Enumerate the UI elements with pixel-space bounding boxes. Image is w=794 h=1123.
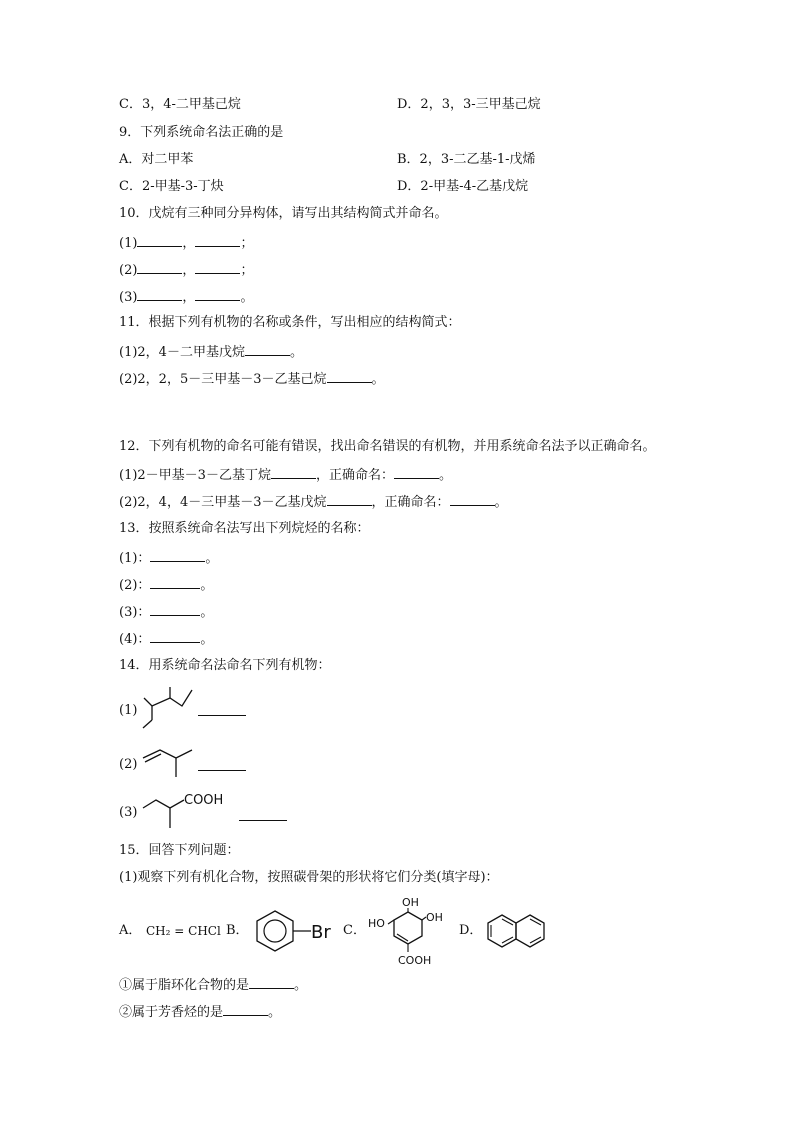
q14-label-1: (1) bbox=[119, 703, 138, 718]
q12-blank-1a[interactable] bbox=[271, 465, 316, 479]
q13-blank-3[interactable] bbox=[150, 602, 200, 616]
q10-line-2 bbox=[119, 260, 253, 280]
q14-stem: 14．用系统命名法命名下列有机物： bbox=[119, 658, 331, 673]
q10-blank-structure-2[interactable] bbox=[137, 260, 182, 274]
q10-label-2: (2) bbox=[119, 263, 138, 278]
q15-stem: 15．回答下列问题： bbox=[119, 843, 240, 858]
q15-question-1-text: ①属于脂环化合物的是 bbox=[119, 978, 250, 993]
q15-period: 。 bbox=[268, 1005, 282, 1020]
q9-option-b: B．2，3-二乙基-1-戊烯 bbox=[397, 152, 536, 167]
q12-item-1 bbox=[119, 465, 452, 485]
q15-structure-b-bromobenzene bbox=[255, 909, 335, 955]
q10-label-1: (1) bbox=[119, 236, 138, 251]
q12-blank-2b[interactable] bbox=[450, 492, 495, 506]
q15-option-b-label: B． bbox=[226, 923, 249, 938]
q10-blank-name-1[interactable] bbox=[195, 233, 240, 247]
q13-period: 。 bbox=[200, 632, 214, 647]
q12-stem: 12．下列有机物的命名可能有错误，找出命名错误的有机物，并用系统命名法予以正确命名。 bbox=[119, 439, 656, 454]
q15-option-d-label: D． bbox=[459, 923, 483, 938]
q13-period: 。 bbox=[205, 551, 219, 566]
q13-item-1 bbox=[119, 548, 218, 568]
q10-blank-structure-1[interactable] bbox=[137, 233, 182, 247]
q10-comma: ， bbox=[182, 236, 196, 251]
q12-item-2 bbox=[119, 492, 508, 512]
q11-blank-1[interactable] bbox=[245, 342, 290, 356]
q15-ho-left: HO bbox=[368, 917, 385, 930]
q11-stem: 11．根据下列有机物的名称或条件，写出相应的结构简式： bbox=[119, 315, 461, 330]
q13-stem: 13．按照系统命名法写出下列烷烃的名称： bbox=[119, 521, 370, 536]
q13-label-3: (3)： bbox=[119, 605, 151, 620]
q14-blank-1[interactable] bbox=[198, 714, 246, 716]
q9-option-a: A．对二甲苯 bbox=[119, 152, 194, 167]
q13-label-4: (4)： bbox=[119, 632, 151, 647]
q10-stem: 10．戊烷有三种同分异构体，请写出其结构简式并命名。 bbox=[119, 206, 448, 221]
q13-period: 。 bbox=[200, 605, 214, 620]
q14-blank-3[interactable] bbox=[239, 819, 287, 821]
q11-item-1-text: (1)2，4－二甲基戊烷 bbox=[119, 345, 245, 360]
q13-label-1: (1)： bbox=[119, 551, 151, 566]
q11-item-2 bbox=[119, 369, 385, 389]
q15-structure-d-naphthalene bbox=[487, 914, 549, 948]
q10-blank-name-3[interactable] bbox=[195, 287, 240, 301]
q15-question-1 bbox=[119, 975, 307, 995]
q15-blank-1[interactable] bbox=[249, 975, 294, 989]
q15-oh-top: OH bbox=[402, 896, 419, 909]
q13-blank-2[interactable] bbox=[150, 575, 200, 589]
q15-blank-2[interactable] bbox=[223, 1002, 268, 1016]
q10-comma: ， bbox=[182, 290, 196, 305]
q11-item-2-text: (2)2，2，5－三甲基－3－乙基己烷 bbox=[119, 372, 327, 387]
q14-label-2: (2) bbox=[119, 757, 138, 772]
q13-label-2: (2)： bbox=[119, 578, 151, 593]
q14-structure-3 bbox=[140, 790, 240, 832]
q12-period: 。 bbox=[438, 468, 452, 483]
q9-option-d: D．2-甲基-4-乙基戊烷 bbox=[397, 179, 529, 194]
q10-comma: ， bbox=[182, 263, 196, 278]
q13-item-3 bbox=[119, 602, 213, 622]
q15-cooh-bottom: COOH bbox=[398, 954, 432, 967]
q12-period: 。 bbox=[494, 495, 508, 510]
q12-item-1-text: (1)2－甲基－3－乙基丁烷 bbox=[119, 468, 271, 483]
q12-correct-label: ，正确命名： bbox=[371, 495, 450, 510]
q10-label-3: (3) bbox=[119, 290, 138, 305]
q10-semicolon: ； bbox=[240, 236, 254, 251]
q9-stem: 9．下列系统命名法正确的是 bbox=[119, 125, 284, 140]
q15-sub1: (1)观察下列有机化合物，按照碳骨架的形状将它们分类(填字母)： bbox=[119, 870, 499, 885]
q8-option-d: D．2，3，3-三甲基己烷 bbox=[397, 97, 541, 112]
q11-period: 。 bbox=[289, 345, 303, 360]
q10-blank-name-2[interactable] bbox=[195, 260, 240, 274]
q10-blank-structure-3[interactable] bbox=[137, 287, 182, 301]
q15-question-2-text: ②属于芳香烃的是 bbox=[119, 1005, 224, 1020]
q11-item-1 bbox=[119, 342, 303, 362]
q13-period: 。 bbox=[200, 578, 214, 593]
q12-correct-label: ，正确命名： bbox=[315, 468, 394, 483]
q10-line-3 bbox=[119, 287, 253, 307]
q10-period: 。 bbox=[240, 290, 254, 305]
q15-structure-c-ring bbox=[366, 896, 446, 968]
q13-item-2 bbox=[119, 575, 213, 595]
q13-blank-1[interactable] bbox=[150, 548, 205, 562]
q13-item-4 bbox=[119, 629, 213, 649]
q14-cooh-label: COOH bbox=[184, 793, 224, 808]
q14-blank-2[interactable] bbox=[198, 769, 246, 771]
q15-option-c-label: C． bbox=[343, 923, 366, 938]
q15-question-2 bbox=[119, 1002, 281, 1022]
q10-line-1 bbox=[119, 233, 253, 253]
q10-semicolon: ； bbox=[240, 263, 254, 278]
q12-blank-1b[interactable] bbox=[394, 465, 439, 479]
q15-period: 。 bbox=[294, 978, 308, 993]
q14-structure-2 bbox=[140, 744, 200, 784]
q9-option-c: C．2-甲基-3-丁炔 bbox=[119, 179, 224, 194]
q11-period: 。 bbox=[371, 372, 385, 387]
q14-structure-1 bbox=[140, 684, 200, 734]
q12-blank-2a[interactable] bbox=[327, 492, 372, 506]
q15-oh-right: OH bbox=[426, 911, 443, 924]
q8-option-c: C．3，4-二甲基己烷 bbox=[119, 97, 241, 112]
q15-br-label: Br bbox=[311, 922, 331, 943]
q12-item-2-text: (2)2，4，4－三甲基－3－乙基戊烷 bbox=[119, 495, 327, 510]
q15-option-a-formula: CH₂ = CHCl bbox=[146, 924, 221, 938]
q14-label-3: (3) bbox=[119, 805, 138, 820]
q15-option-a-label: A． bbox=[119, 923, 142, 938]
q11-blank-2[interactable] bbox=[327, 369, 372, 383]
q13-blank-4[interactable] bbox=[150, 629, 200, 643]
